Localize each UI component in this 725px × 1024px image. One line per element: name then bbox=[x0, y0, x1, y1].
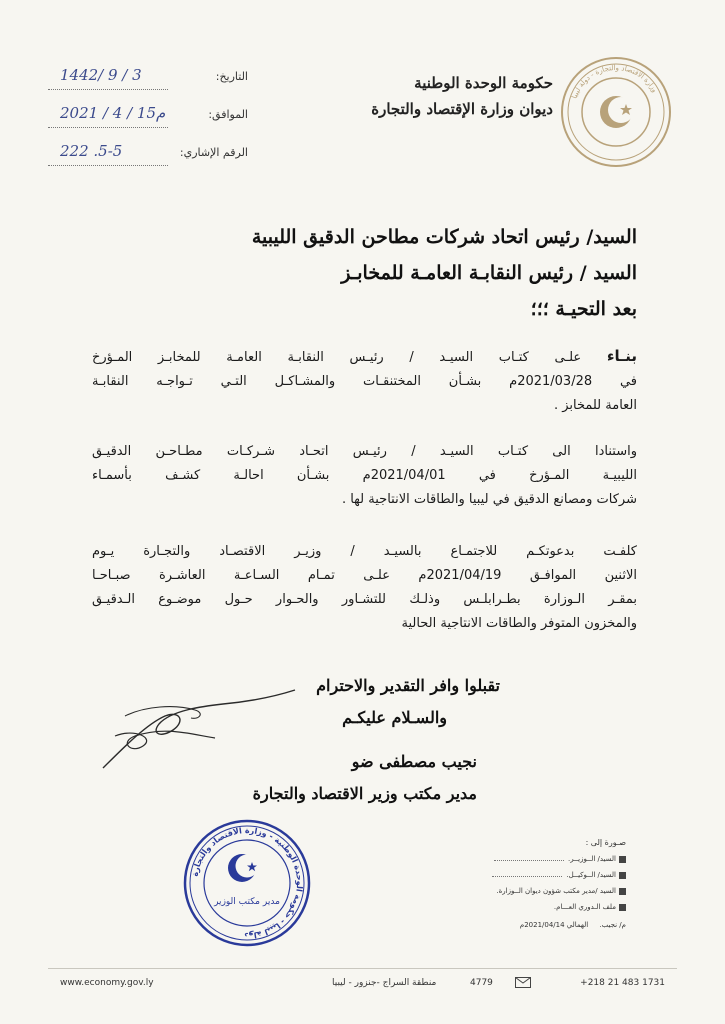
footer-divider bbox=[48, 968, 677, 969]
mail-icon bbox=[515, 977, 531, 988]
p1-line1: علـى كتـاب السيـد / رئيـس النقابـة العامـة للمخابـز المـؤرخ bbox=[92, 350, 582, 365]
hijri-date-value: 1442/ 9 / 3 bbox=[60, 66, 142, 84]
p3-line3: بمقـر الـوزارة بطـرابلـس وذلـك للتشـاور والحـوار حـول موضـوع الـدقيـق bbox=[92, 592, 637, 607]
website-link[interactable]: www.economy.gov.ly bbox=[60, 978, 154, 988]
p1-line3: العامة للمخابز . bbox=[553, 398, 637, 413]
paragraph-2 bbox=[92, 440, 637, 512]
reference-field bbox=[48, 142, 248, 168]
p1-line2: في 2021/03/28م بشـأن المختنقـات والمشـاكـل التـي تـواجـه النقابـة bbox=[92, 374, 637, 389]
distribution-item: ملف الـدوري العـــام. bbox=[456, 903, 626, 919]
reference-value: 222 .5-5 bbox=[60, 142, 123, 160]
distribution-item: السيد /مدير مكتب شؤون ديوان الــوزارة. bbox=[456, 887, 626, 903]
emblem-ring-text: وزارة الاقتصاد والتجارة - دولة ليبيا bbox=[570, 63, 659, 100]
p3-line1: كلفـت بدعوتكـم للاجتمـاع بالسيـد / وزيـر الاقتصـاد والتجـارة يـوم bbox=[92, 544, 637, 559]
signer-name: نجيب مصطفى ضو bbox=[351, 752, 477, 771]
paragraph-lead-word: بنـاء bbox=[606, 347, 637, 365]
paragraph-1 bbox=[92, 344, 637, 418]
addressee-2: السيد / رئيس النقابـة العامـة للمخابـز bbox=[341, 262, 637, 284]
distribution-item: السيد/ الــوكيــل. bbox=[456, 871, 626, 887]
stamp-center-text: مدير مكتب الوزير bbox=[214, 897, 280, 907]
corresponding-label: الموافق: bbox=[208, 108, 248, 121]
distribution-item: السيد/ الــوزيــر. bbox=[456, 855, 626, 871]
phone-number: +218 21 483 1731 bbox=[580, 978, 665, 988]
reference-label: الرقم الإشاري: bbox=[179, 146, 248, 159]
date-field bbox=[48, 66, 248, 92]
gregorian-date-value: 2021 / 4 / 15م bbox=[60, 104, 166, 122]
government-header bbox=[333, 70, 553, 122]
closing-regards: تقبلوا وافر التقدير والاحترام bbox=[316, 676, 500, 695]
paragraph-3 bbox=[92, 540, 637, 636]
distribution-heading: صـورة إلى : bbox=[585, 838, 626, 847]
po-box-number: 4779 bbox=[470, 978, 493, 988]
official-stamp-icon bbox=[182, 818, 312, 948]
page-footer bbox=[60, 978, 665, 992]
p3-line2: الاثنين الموافـق 2021/04/19م علـى تمـام السـاعـة العاشـرة صبـاحـا bbox=[92, 568, 637, 583]
date-label: التاريخ: bbox=[215, 70, 248, 83]
prepared-by: م/ نجيب. bbox=[599, 921, 626, 929]
p3-line4: والمخزون المتوفر والطاقات الانتاجية الحالية bbox=[401, 616, 637, 631]
ministry-emblem-icon bbox=[560, 56, 672, 168]
distribution-footer bbox=[456, 921, 626, 929]
corresponding-date-field bbox=[48, 104, 248, 130]
letter-meta bbox=[48, 66, 248, 180]
handwritten-signature bbox=[95, 676, 335, 776]
ministry-office-name: ديوان وزارة الإقتصاد والتجارة bbox=[371, 100, 553, 118]
stamp-ring-text: دولة ليبيا - حكومة الوحدة الوطنية - وزارة الاقتصاد والتجارة bbox=[190, 825, 305, 941]
p2-line3: شركات ومصانع الدقيق في ليبيا والطاقات الانتاجية لها . bbox=[341, 492, 637, 507]
p2-line1: واستنادا الى كتـاب السيـد / رئيـس اتحـاد شـركـات مطـاحـن الدقيـق bbox=[92, 444, 637, 459]
signer-title: مدير مكتب وزير الاقتصاد والتجارة bbox=[252, 784, 477, 803]
addressee-1: السيد/ رئيس اتحاد شركات مطاحن الدقيق الليبية bbox=[251, 226, 637, 248]
p2-line2: الليبيـة المـؤرخ في 2021/04/01م بشـأن احالـة كشـف بأسمـاء bbox=[92, 468, 637, 483]
government-name: حكومة الوحدة الوطنية bbox=[414, 74, 553, 92]
file-note: الهمالي 2021/04/14م bbox=[519, 921, 589, 929]
distribution-list bbox=[456, 838, 626, 929]
svg-text:دولة ليبيا - حكومة الوحدة الوط bbox=[190, 826, 304, 940]
closing-peace: والسـلام عليكـم bbox=[342, 708, 447, 727]
greeting: بعد التحيـة ؛؛؛ bbox=[530, 298, 637, 320]
postal-address: منطقة السراج -جنزور - ليبيا bbox=[332, 978, 437, 988]
